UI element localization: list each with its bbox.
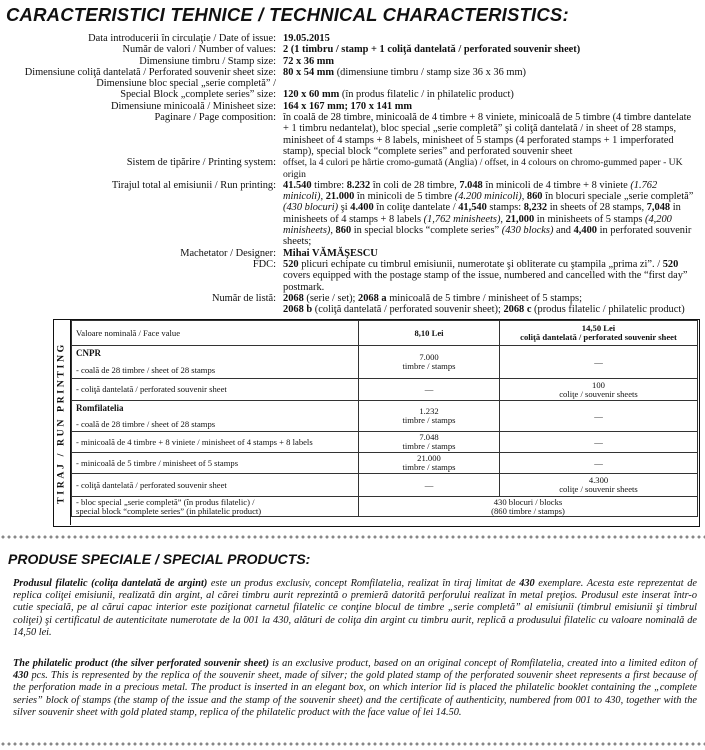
spec-row-values xyxy=(6,44,699,55)
table-row: - coliţă dantelată / perforated souvenir sheet — 4.300 coliţe / souvenir sheets xyxy=(72,474,698,497)
dotted-divider-bottom xyxy=(0,741,705,747)
spec-label: Număr de valori / Number of values: xyxy=(122,44,276,56)
spec-row-stamp-size xyxy=(6,56,699,67)
spec-label: Paginare / Page composition: xyxy=(154,112,276,124)
spec-row-minisheet xyxy=(6,101,699,112)
table-row: - minicoală de 5 timbre / minisheet of 5 stamps 21.000 timbre / stamps — xyxy=(72,453,698,474)
spec-label: Special Block „complete series” size: xyxy=(120,89,276,101)
spec-label: Machetator / Designer: xyxy=(180,247,276,259)
spec-label: Sistem de tipărire / Printing system: xyxy=(126,157,276,169)
table-row: CNPR - coală de 28 timbre / sheet of 28 stamps 7.000 timbre / stamps — xyxy=(72,346,698,379)
spec-value: 2068 (serie / set); 2068 a minicoală de 5 timbre / minisheet of 5 stamps; 2068 b (coliţă dantelată / perforated souvenir sheet); 2068 c (produs filatelic / philatelic product) xyxy=(283,292,685,316)
spec-row-designer xyxy=(6,248,699,259)
spec-value: 164 x 167 mm; 170 x 141 mm xyxy=(283,100,413,112)
specs-list xyxy=(6,33,699,315)
spec-value: 520 plicuri echipate cu timbrul emisiunii, numerotate şi obliterate cu ştampila „prima zi”. / 520 covers equipped with the postage stamp of the issue, numbered and cancelled with the “first day” postmark. xyxy=(283,258,688,293)
spec-row-block-label xyxy=(6,78,699,89)
spec-row-list xyxy=(6,293,699,316)
side-label: TIRAJ / RUN PRINTING xyxy=(55,342,66,504)
spec-label: FDC: xyxy=(252,258,276,270)
spec-label: Data introducerii în circulaţie / Date of issue: xyxy=(88,33,276,44)
group-cnpr: CNPR xyxy=(76,348,101,358)
spec-value: Mihai VĂMĂŞESCU xyxy=(283,247,378,259)
header-value-1450: 14,50 Lei coliţă dantelată / perforated souvenir sheet xyxy=(500,321,698,346)
spec-value: 19.05.2015 xyxy=(283,33,330,44)
paragraph-en: The philatelic product (the silver perforated souvenir sheet) is an exclusive product, based on an original concept of Romfilatelia, created into a limited editon of 430 pcs. This is represented by the replica of the souvenir sheet, made of silver; the gold plated stamp of the perforated souvenir sheet represents a first because of the perforation made in a precious metal. The product is inserted in an elegant box, on which interior lid is placed the philatelic booklet containing the „complete series” block of stamps (the stamp of the issue and the stamp of the souvenir sheet) and the certificate of authenticity, numbered from 001 to 430, together with the silver souvenir sheet with gold plated stamp, replica of the philatelic product with the face value of lei 14.50. xyxy=(13,658,698,718)
spec-value: 80 x 54 mm (dimensiune timbru / stamp size 36 x 36 mm) xyxy=(283,66,527,78)
table-row: Romfilatelia - coală de 28 timbre / sheet of 28 stamps 1.232 timbre / stamps — xyxy=(72,401,698,432)
spec-value: în coală de 28 timbre, minicoală de 4 timbre + 8 viniete, minicoală de 5 timbre (4 timbre dantelate + 1 timbru nedantelat), bloc special „serie completă” şi coliţă dantelată / in sheet of 28 stamps, minisheet of 4 stamps + 8 labels, minisheet of 5 stamps (4 perforated stamps + 1 imperforated stamp), special block “complete series” and perforated souvenir sheet xyxy=(283,112,692,157)
group-romfilatelia: Romfilatelia xyxy=(76,402,124,413)
header-face-value: Valoare nominală / Face value xyxy=(72,321,359,346)
spec-label: Dimensiune bloc special „serie completă” / xyxy=(96,78,276,90)
run-printing-side-column xyxy=(53,319,71,525)
spec-row-sheet-size xyxy=(6,67,699,78)
dotted-divider xyxy=(0,534,705,540)
table-row: - coliţă dantelată / perforated souvenir sheet — 100 coliţe / souvenir sheets xyxy=(72,379,698,401)
spec-label: Dimensiune timbru / Stamp size: xyxy=(139,55,276,67)
spec-value: 2 (1 timbru / stamp + 1 coliţă dantelată / perforated souvenir sheet) xyxy=(283,44,581,56)
spec-label: Dimensiune minicoală / Minisheet size: xyxy=(110,100,276,112)
table-row: - minicoală de 4 timbre + 8 viniete / minisheet of 4 stamps + 8 labels 7.048 timbre / stamps — xyxy=(72,432,698,453)
paragraph-ro: Produsul filatelic (coliţa dantelată de argint) este un produs exclusiv, concept Romfilatelia, realizat în tiraj limitat de 430 exemplare. Acesta este reprezentat de replica coliţei emisiunii, realizată din argint, al cărei timbru aurit reprezintă o premieră datorită perforului realizat în metal preţios. Produsul este inserat într-o cutie specială, pe al cărui capac interior este poziţionat carnetul filatelic ce conţine blocul de timbre „serie completă” al emisiunii (timbrul emisiunii şi timbrul coliţei) şi certificatul de autenticitate numerotate de la 001 la 430, alături de coliţa din argint cu timbru aurit, replică a produsului filatelic cu valoare nominală de 14,50 lei. xyxy=(13,578,698,638)
header-value-810: 8,10 Lei xyxy=(359,321,500,346)
table-row: - bloc special „serie completă” (în produs filatelic) / special block “complete series” (in philatelic product) 430 blocuri / blocks (860 timbre / stamps) xyxy=(72,497,698,517)
spec-row-printing xyxy=(6,157,699,180)
spec-value: 72 x 36 mm xyxy=(283,55,335,67)
table-header-row xyxy=(72,321,698,346)
spec-value: 120 x 60 mm (în produs filatelic / in philatelic product) xyxy=(283,89,514,101)
spec-row-run xyxy=(6,180,699,248)
spec-label: Tirajul total al emisiunii / Run printing: xyxy=(111,179,276,191)
page-title: CARACTERISTICI TEHNICE / TECHNICAL CHARACTERISTICS: xyxy=(6,4,569,25)
spec-row-fdc xyxy=(6,259,699,293)
spec-row-paging xyxy=(6,112,699,157)
spec-row-block-size xyxy=(6,89,699,100)
run-printing-table xyxy=(71,320,698,517)
spec-label: Dimensiune coliţă dantelată / Perforated souvenir sheet size: xyxy=(24,66,276,78)
spec-label: Număr de listă: xyxy=(211,292,276,304)
spec-value: 41.540 timbre: 8.232 în coli de 28 timbre, 7.048 în minicoli de 4 timbre + 8 viniete (1.762 minicoli), 21.000 în minicoli de 5 timbre (4.200 minicoli), 860 în blocuri speciale „serie completă” (430 blocuri) şi 4.400 în coliţe dantelate / 41,540 stamps: 8,232 in sheets of 28 stamps, 7,048 in minisheets of 4 stamps + 8 labels (1,762 minisheets), 21,000 in minisheets of 5 stamps (4,200 minisheets), 860 in special blocks “complete series” (430 blocks) and 4,400 in perforated souvenir sheets; xyxy=(283,179,694,248)
spec-value: offset, la 4 culori pe hârtie cromo-gumată (Anglia) / offset, in 4 colours on chromo-gummed paper - UK origin xyxy=(283,157,683,180)
section-title: PRODUSE SPECIALE / SPECIAL PRODUCTS: xyxy=(8,551,311,567)
spec-row-date xyxy=(6,33,699,44)
